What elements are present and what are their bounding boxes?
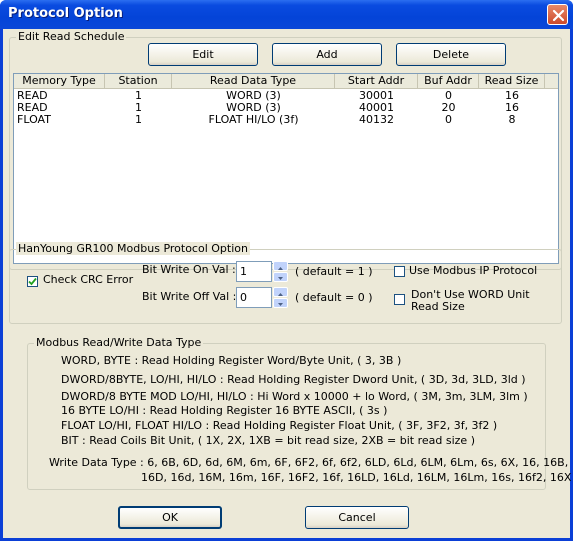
cell-read-data-type: WORD (3) (226, 101, 281, 114)
edit-button[interactable]: Edit (148, 43, 258, 66)
bit-write-on-spinner[interactable] (273, 261, 288, 282)
window-title: Protocol Option (8, 6, 123, 21)
cell-station: 1 (135, 113, 142, 126)
protocol-option-label: HanYoung GR100 Modbus Protocol Option (18, 242, 248, 255)
column-header[interactable]: Station (105, 74, 172, 88)
arrow-up-icon (274, 264, 287, 272)
cell-start-addr: 30001 (359, 89, 394, 102)
dialog-body (3, 29, 570, 538)
edit-read-schedule-label: Edit Read Schedule (18, 30, 125, 43)
cell-station: 1 (135, 101, 142, 114)
cell-buf-addr: 0 (445, 113, 452, 126)
close-icon (552, 9, 565, 22)
dont-use-word-checkbox[interactable] (394, 294, 405, 305)
column-header[interactable]: Start Addr (335, 74, 418, 88)
data-type-line: DWORD/8 BYTE MOD LO/HI, HI/LO : Hi Word x 10000 + lo Word, ( 3M, 3m, 3LM, 3lm ) (61, 390, 528, 403)
write-data-type-line: 16D, 16d, 16M, 16m, 16F, 16F2, 16f, 16LD, 16Ld, 16LM, 16Lm, 16s, 16f2, 16X (141, 471, 572, 484)
cell-read-size: 16 (505, 89, 519, 102)
column-header[interactable]: Buf Addr (418, 74, 479, 88)
bit-write-on-default: ( default = 1 ) (295, 265, 373, 278)
write-data-type-line: Write Data Type : 6, 6B, 6D, 6d, 6M, 6m, 6F, 6F2, 6f, 6f2, 6LD, 6Ld, 6LM, 6Lm, 6s, 6X, 16, 16B, (49, 456, 569, 469)
cell-start-addr: 40001 (359, 101, 394, 114)
cell-read-size: 8 (508, 113, 516, 126)
cell-buf-addr: 0 (445, 89, 452, 102)
arrow-down-icon (274, 301, 287, 309)
cell-read-data-type: WORD (3) (226, 89, 281, 102)
arrow-up-icon (274, 290, 287, 298)
table-row[interactable] (14, 114, 558, 126)
use-modbus-ip-checkbox[interactable] (394, 266, 405, 277)
check-crc-label: Check CRC Error (43, 273, 134, 286)
cell-memory-type: READ (17, 89, 48, 102)
add-button[interactable]: Add (272, 43, 382, 66)
data-type-line: DWORD/8BYTE, LO/HI, HI/LO : Read Holding Register Dword Unit, ( 3D, 3d, 3LD, 3ld ) (61, 373, 526, 386)
data-type-line: FLOAT LO/HI, FLOAT HI/LO : Read Holding Register Float Unit, ( 3F, 3F2, 3f, 3f2 ) (61, 419, 498, 432)
ok-button[interactable]: OK (118, 506, 222, 529)
cell-read-data-type: FLOAT HI/LO (3f) (208, 113, 299, 126)
column-header[interactable]: Read Data Type (172, 74, 335, 88)
bit-write-off-input[interactable]: 0 (236, 287, 272, 308)
titlebar[interactable] (0, 0, 573, 29)
bit-write-off-spinner[interactable] (273, 287, 288, 308)
table-row[interactable] (14, 90, 558, 102)
close-button[interactable] (547, 4, 568, 25)
dont-use-word-label-line2: Read Size (411, 300, 465, 313)
data-type-line: BIT : Read Coils Bit Unit, ( 1X, 2X, 1XB = bit read size, 2XB = bit read size ) (61, 434, 475, 447)
column-header[interactable]: Memory Type (14, 74, 105, 88)
spin-up-button[interactable] (273, 261, 288, 271)
column-header[interactable]: Read Size (479, 74, 545, 88)
data-type-label: Modbus Read/Write Data Type (36, 336, 202, 349)
cell-buf-addr: 20 (441, 101, 456, 114)
bit-write-off-default: ( default = 0 ) (295, 291, 373, 304)
spin-down-button[interactable] (273, 272, 288, 282)
cell-start-addr: 40132 (359, 113, 394, 126)
list-header (14, 74, 558, 89)
spin-up-button[interactable] (273, 287, 288, 297)
data-type-line: 16 BYTE LO/HI : Read Holding Register 16 BYTE ASCII, ( 3s ) (61, 404, 388, 417)
cancel-button[interactable]: Cancel (305, 506, 409, 529)
spin-down-button[interactable] (273, 298, 288, 308)
dont-use-word-label-line1: Don't Use WORD Unit (411, 288, 530, 301)
data-type-line: WORD, BYTE : Read Holding Register Word/Byte Unit, ( 3, 3B ) (61, 354, 402, 367)
use-modbus-ip-label: Use Modbus IP Protocol (409, 264, 538, 277)
delete-button[interactable]: Delete (396, 43, 506, 66)
bit-write-on-input[interactable]: 1 (236, 261, 272, 282)
cell-read-size: 16 (505, 101, 519, 114)
arrow-down-icon (274, 275, 287, 283)
cell-memory-type: READ (17, 101, 48, 114)
cell-memory-type: FLOAT (17, 113, 51, 126)
bit-write-on-label: Bit Write On Val : (142, 263, 236, 276)
read-schedule-list[interactable] (13, 73, 559, 264)
bit-write-off-label: Bit Write Off Val : (142, 290, 237, 303)
cell-station: 1 (135, 89, 142, 102)
check-crc-checkbox[interactable] (27, 276, 38, 287)
checkmark-icon (28, 277, 37, 286)
